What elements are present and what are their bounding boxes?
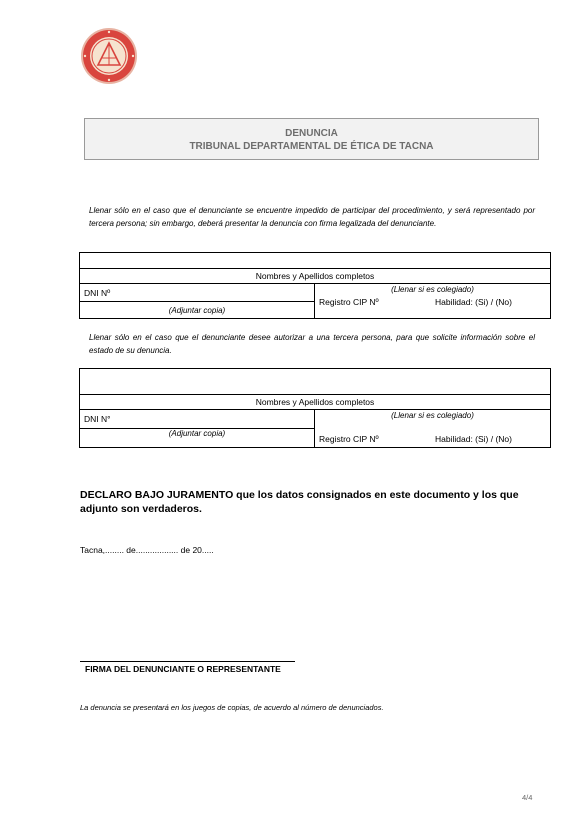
institution-seal-logo	[80, 27, 138, 85]
page-number: 4/4	[522, 793, 533, 802]
attach-copy-note: (Adjuntar copia)	[80, 302, 315, 319]
section1-instruction-note: Llenar sólo en el caso que el denunciante se encuentre impedido de participar del procedimiento, y será representado por tercera persona; sin embargo, deberá presentar la denuncia con firma legalizada del denunciante.	[89, 206, 535, 228]
date-line[interactable]: Tacna,........ de.................. de 20.....	[80, 545, 214, 555]
authorized-person-form-table	[79, 368, 551, 448]
sworn-declaration: DECLARO BAJO JURAMENTO que los datos consignados en este documento y los que adjunto son verdaderos.	[80, 489, 519, 515]
representative-form-table	[79, 252, 551, 319]
tribunal-name: TRIBUNAL DEPARTAMENTAL DE ÉTICA DE TACNA	[189, 141, 434, 152]
document-header	[84, 118, 539, 160]
signature-line[interactable]	[80, 661, 295, 662]
names-field-label[interactable]: Nombres y Apellidos completos	[80, 269, 551, 284]
document-title: DENUNCIA	[285, 128, 338, 139]
section2-instruction-note: Llenar sólo en el caso que el denunciante desee autorizar a una tercera persona, para que solicite información sobre el estado de su denuncia.	[89, 333, 535, 355]
cip-label: Registro CIP Nº	[319, 297, 379, 307]
names-field-label-2[interactable]: Nombres y Apellidos completos	[80, 395, 551, 410]
attach-copy-note-2: (Adjuntar copia)	[80, 429, 315, 448]
dni-field[interactable]: DNI Nº	[80, 284, 315, 302]
dni-field-2[interactable]: DNI N°	[80, 410, 315, 429]
authorized-blank-row[interactable]	[80, 369, 551, 395]
cip-field-cell[interactable]	[315, 284, 551, 319]
colegiado-note: (Llenar si es colegiado)	[391, 285, 474, 294]
representative-blank-row[interactable]	[80, 253, 551, 269]
habilidad-label-2: Habilidad: (Si) / (No)	[435, 434, 512, 444]
signature-label: FIRMA DEL DENUNCIANTE O REPRESENTANTE	[85, 664, 281, 674]
colegiado-note-2: (Llenar si es colegiado)	[391, 411, 474, 420]
cip-field-cell-2[interactable]	[315, 410, 551, 448]
copies-footer-note: La denuncia se presentará en los juegos de copias, de acuerdo al número de denunciados.	[80, 703, 384, 712]
habilidad-label: Habilidad: (Si) / (No)	[435, 297, 512, 307]
cip-label-2: Registro CIP Nº	[319, 434, 379, 444]
